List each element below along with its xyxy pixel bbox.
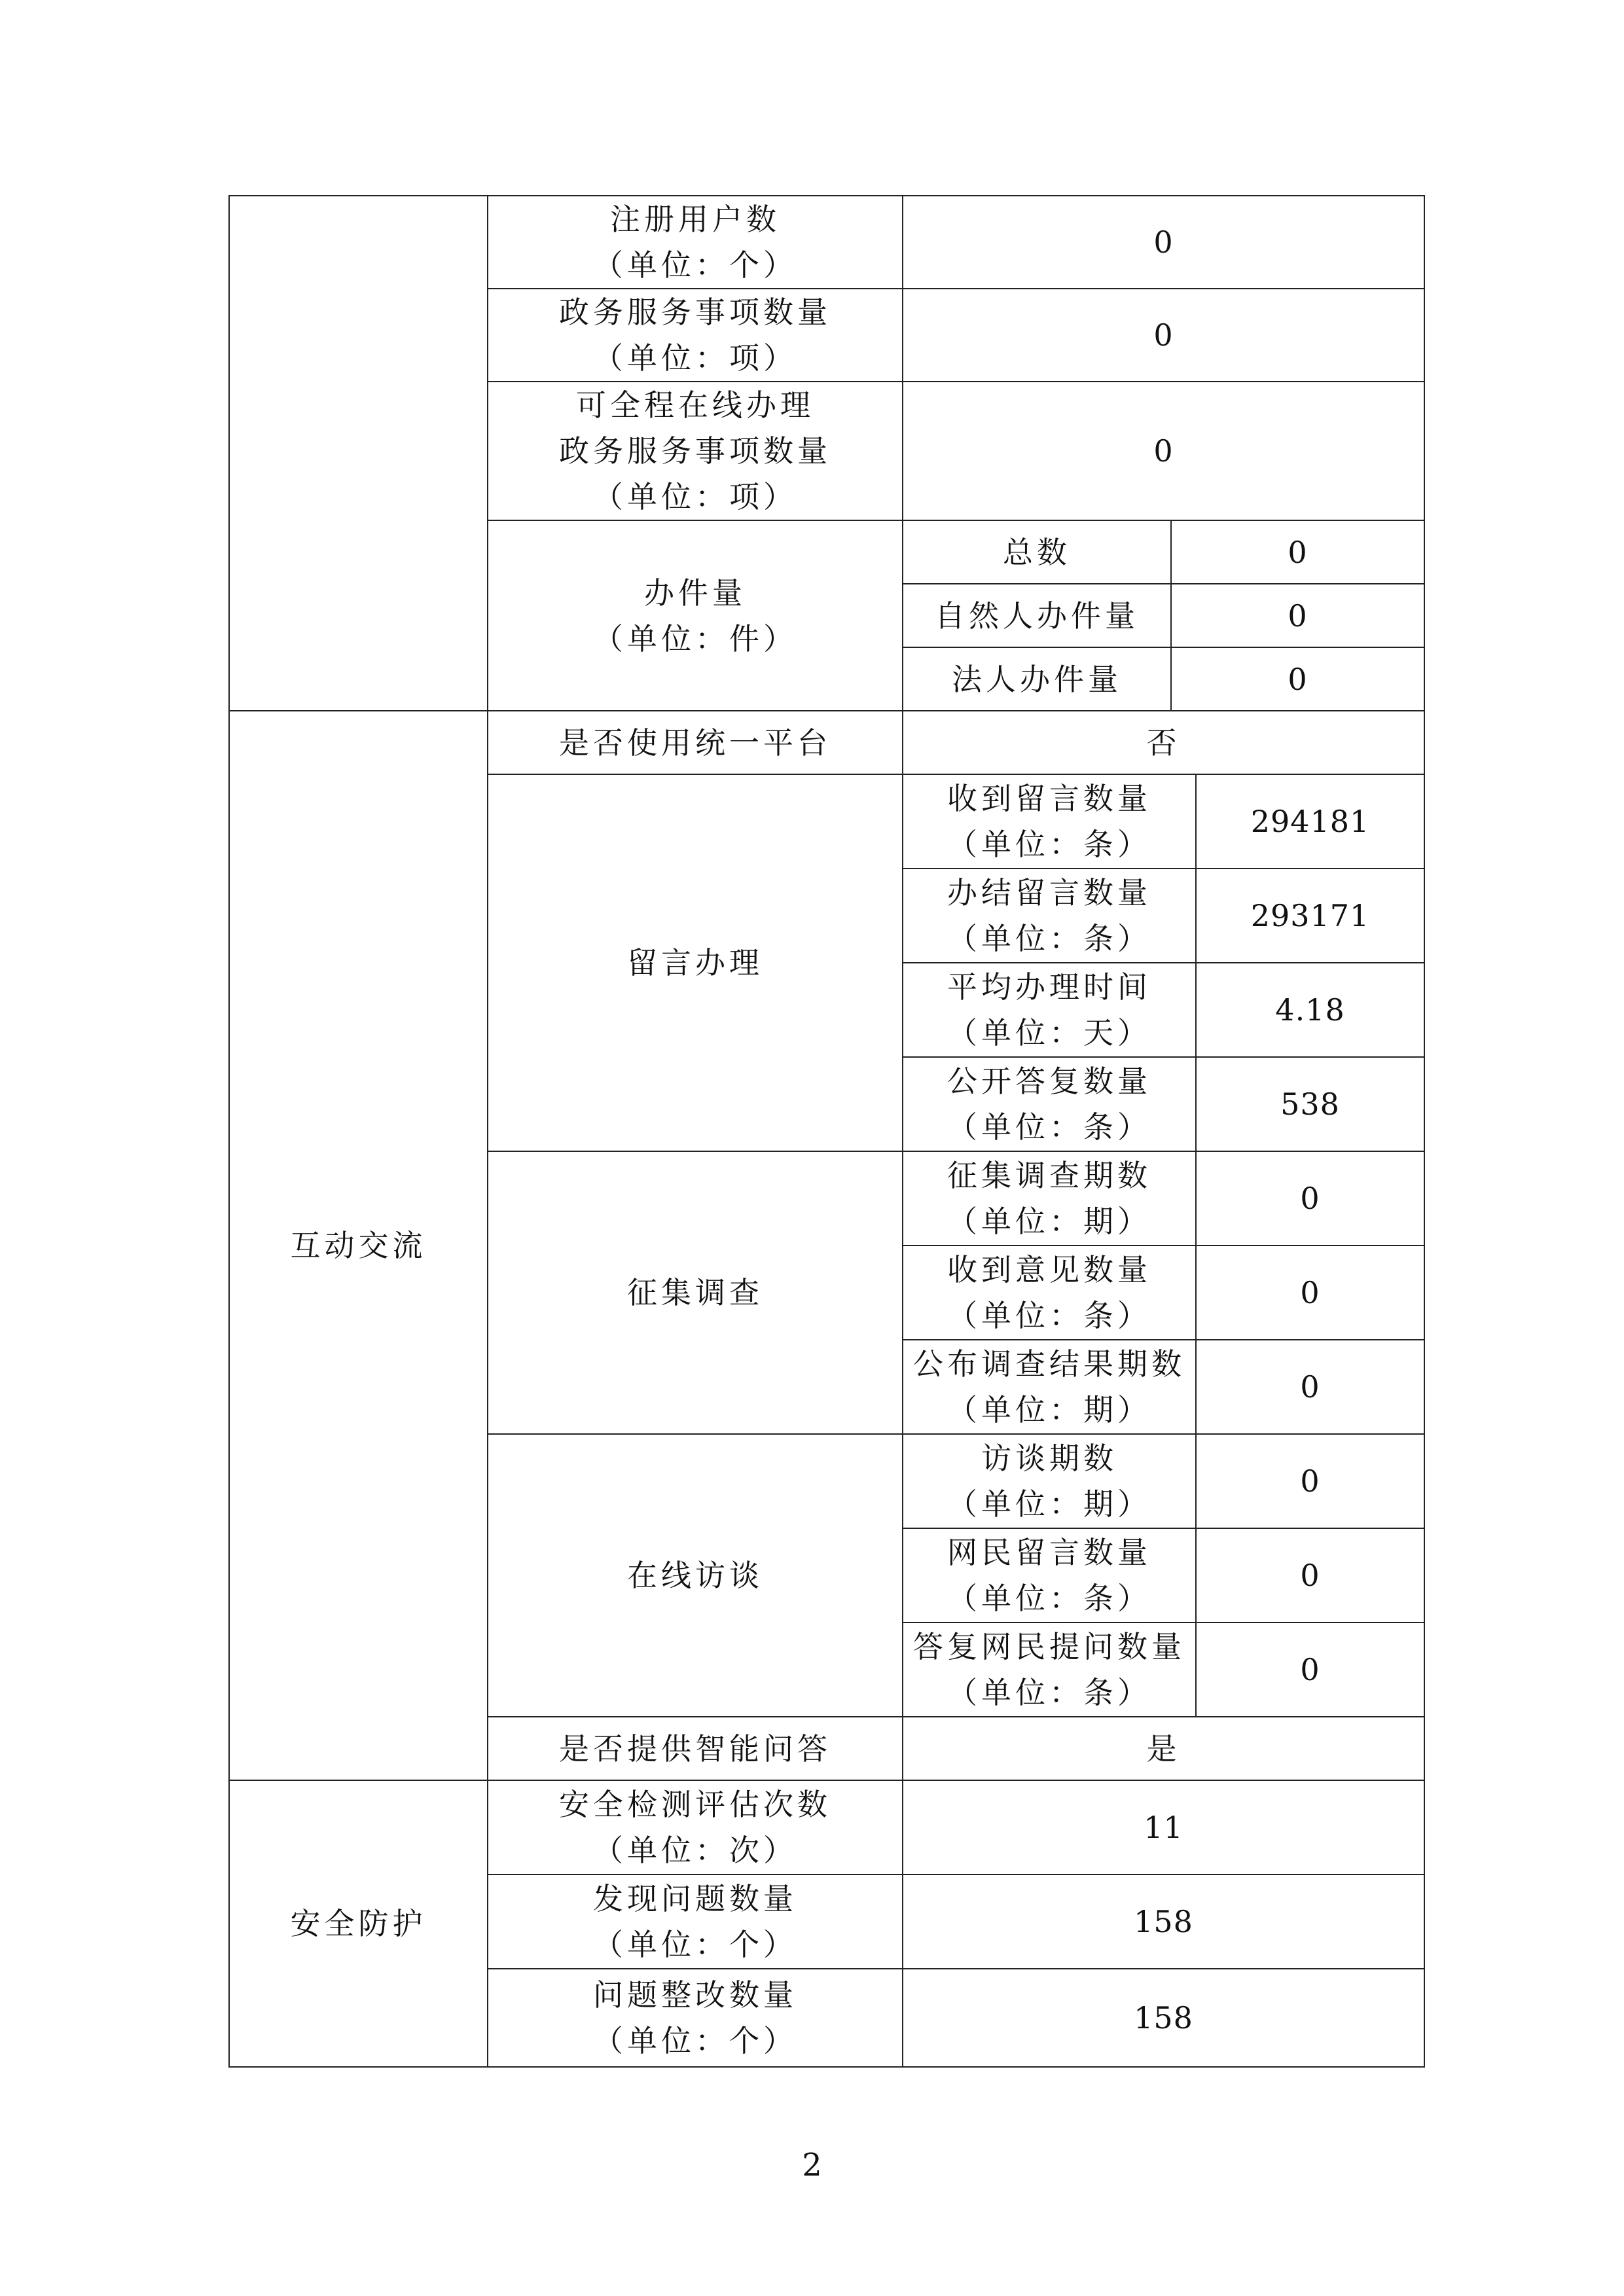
section-cell-blank [229,196,488,711]
sub-value: 0 [1196,1623,1424,1717]
row-label: 办件量 （单位：件） [488,520,903,711]
sub-value: 0 [1196,1340,1424,1434]
statistics-table [228,195,1425,2068]
row-value: 否 [903,711,1424,774]
sub-label: 收到留言数量 （单位：条） [903,774,1196,869]
sub-label: 公布调查结果期数 （单位：期） [903,1340,1196,1434]
row-label: 可全程在线办理 政务服务事项数量 （单位：项） [488,382,903,520]
row-value: 0 [903,382,1424,520]
sub-value: 4.18 [1196,963,1424,1057]
row-value: 是 [903,1717,1424,1780]
sub-label: 办结留言数量 （单位：条） [903,869,1196,963]
sub-label: 平均办理时间 （单位：天） [903,963,1196,1057]
table-row [229,711,1424,774]
table-row [229,1780,1424,1874]
sub-value: 293171 [1196,869,1424,963]
sub-label: 法人办件量 [903,647,1171,711]
sub-value: 0 [1171,584,1424,647]
section-title: 互动交流 [229,711,488,1780]
row-value: 0 [903,289,1424,382]
sub-label: 征集调查期数 （单位：期） [903,1151,1196,1246]
row-label: 注册用户数 （单位：个） [488,196,903,289]
sub-value: 0 [1196,1151,1424,1246]
row-label: 政务服务事项数量 （单位：项） [488,289,903,382]
row-label: 是否提供智能问答 [488,1717,903,1780]
row-value: 0 [903,196,1424,289]
row-value: 158 [903,1969,1424,2067]
group-label: 征集调查 [488,1151,903,1434]
section-title: 安全防护 [229,1780,488,2067]
sub-label: 公开答复数量 （单位：条） [903,1057,1196,1151]
sub-value: 0 [1196,1434,1424,1528]
sub-label: 总数 [903,520,1171,584]
table-row [229,196,1424,289]
sub-label: 访谈期数 （单位：期） [903,1434,1196,1528]
row-label: 是否使用统一平台 [488,711,903,774]
sub-value: 0 [1171,520,1424,584]
row-value: 11 [903,1780,1424,1874]
row-value: 158 [903,1874,1424,1969]
sub-label: 自然人办件量 [903,584,1171,647]
page-number: 2 [802,2147,822,2183]
sub-value: 0 [1196,1528,1424,1623]
row-label: 发现问题数量 （单位：个） [488,1874,903,1969]
sub-value: 538 [1196,1057,1424,1151]
group-label: 在线访谈 [488,1434,903,1717]
sub-value: 0 [1171,647,1424,711]
sub-value: 0 [1196,1246,1424,1340]
sub-label: 答复网民提问数量 （单位：条） [903,1623,1196,1717]
sub-value: 294181 [1196,774,1424,869]
row-label: 安全检测评估次数 （单位：次） [488,1780,903,1874]
sub-label: 网民留言数量 （单位：条） [903,1528,1196,1623]
sub-label: 收到意见数量 （单位：条） [903,1246,1196,1340]
group-label: 留言办理 [488,774,903,1151]
row-label: 问题整改数量 （单位：个） [488,1969,903,2067]
